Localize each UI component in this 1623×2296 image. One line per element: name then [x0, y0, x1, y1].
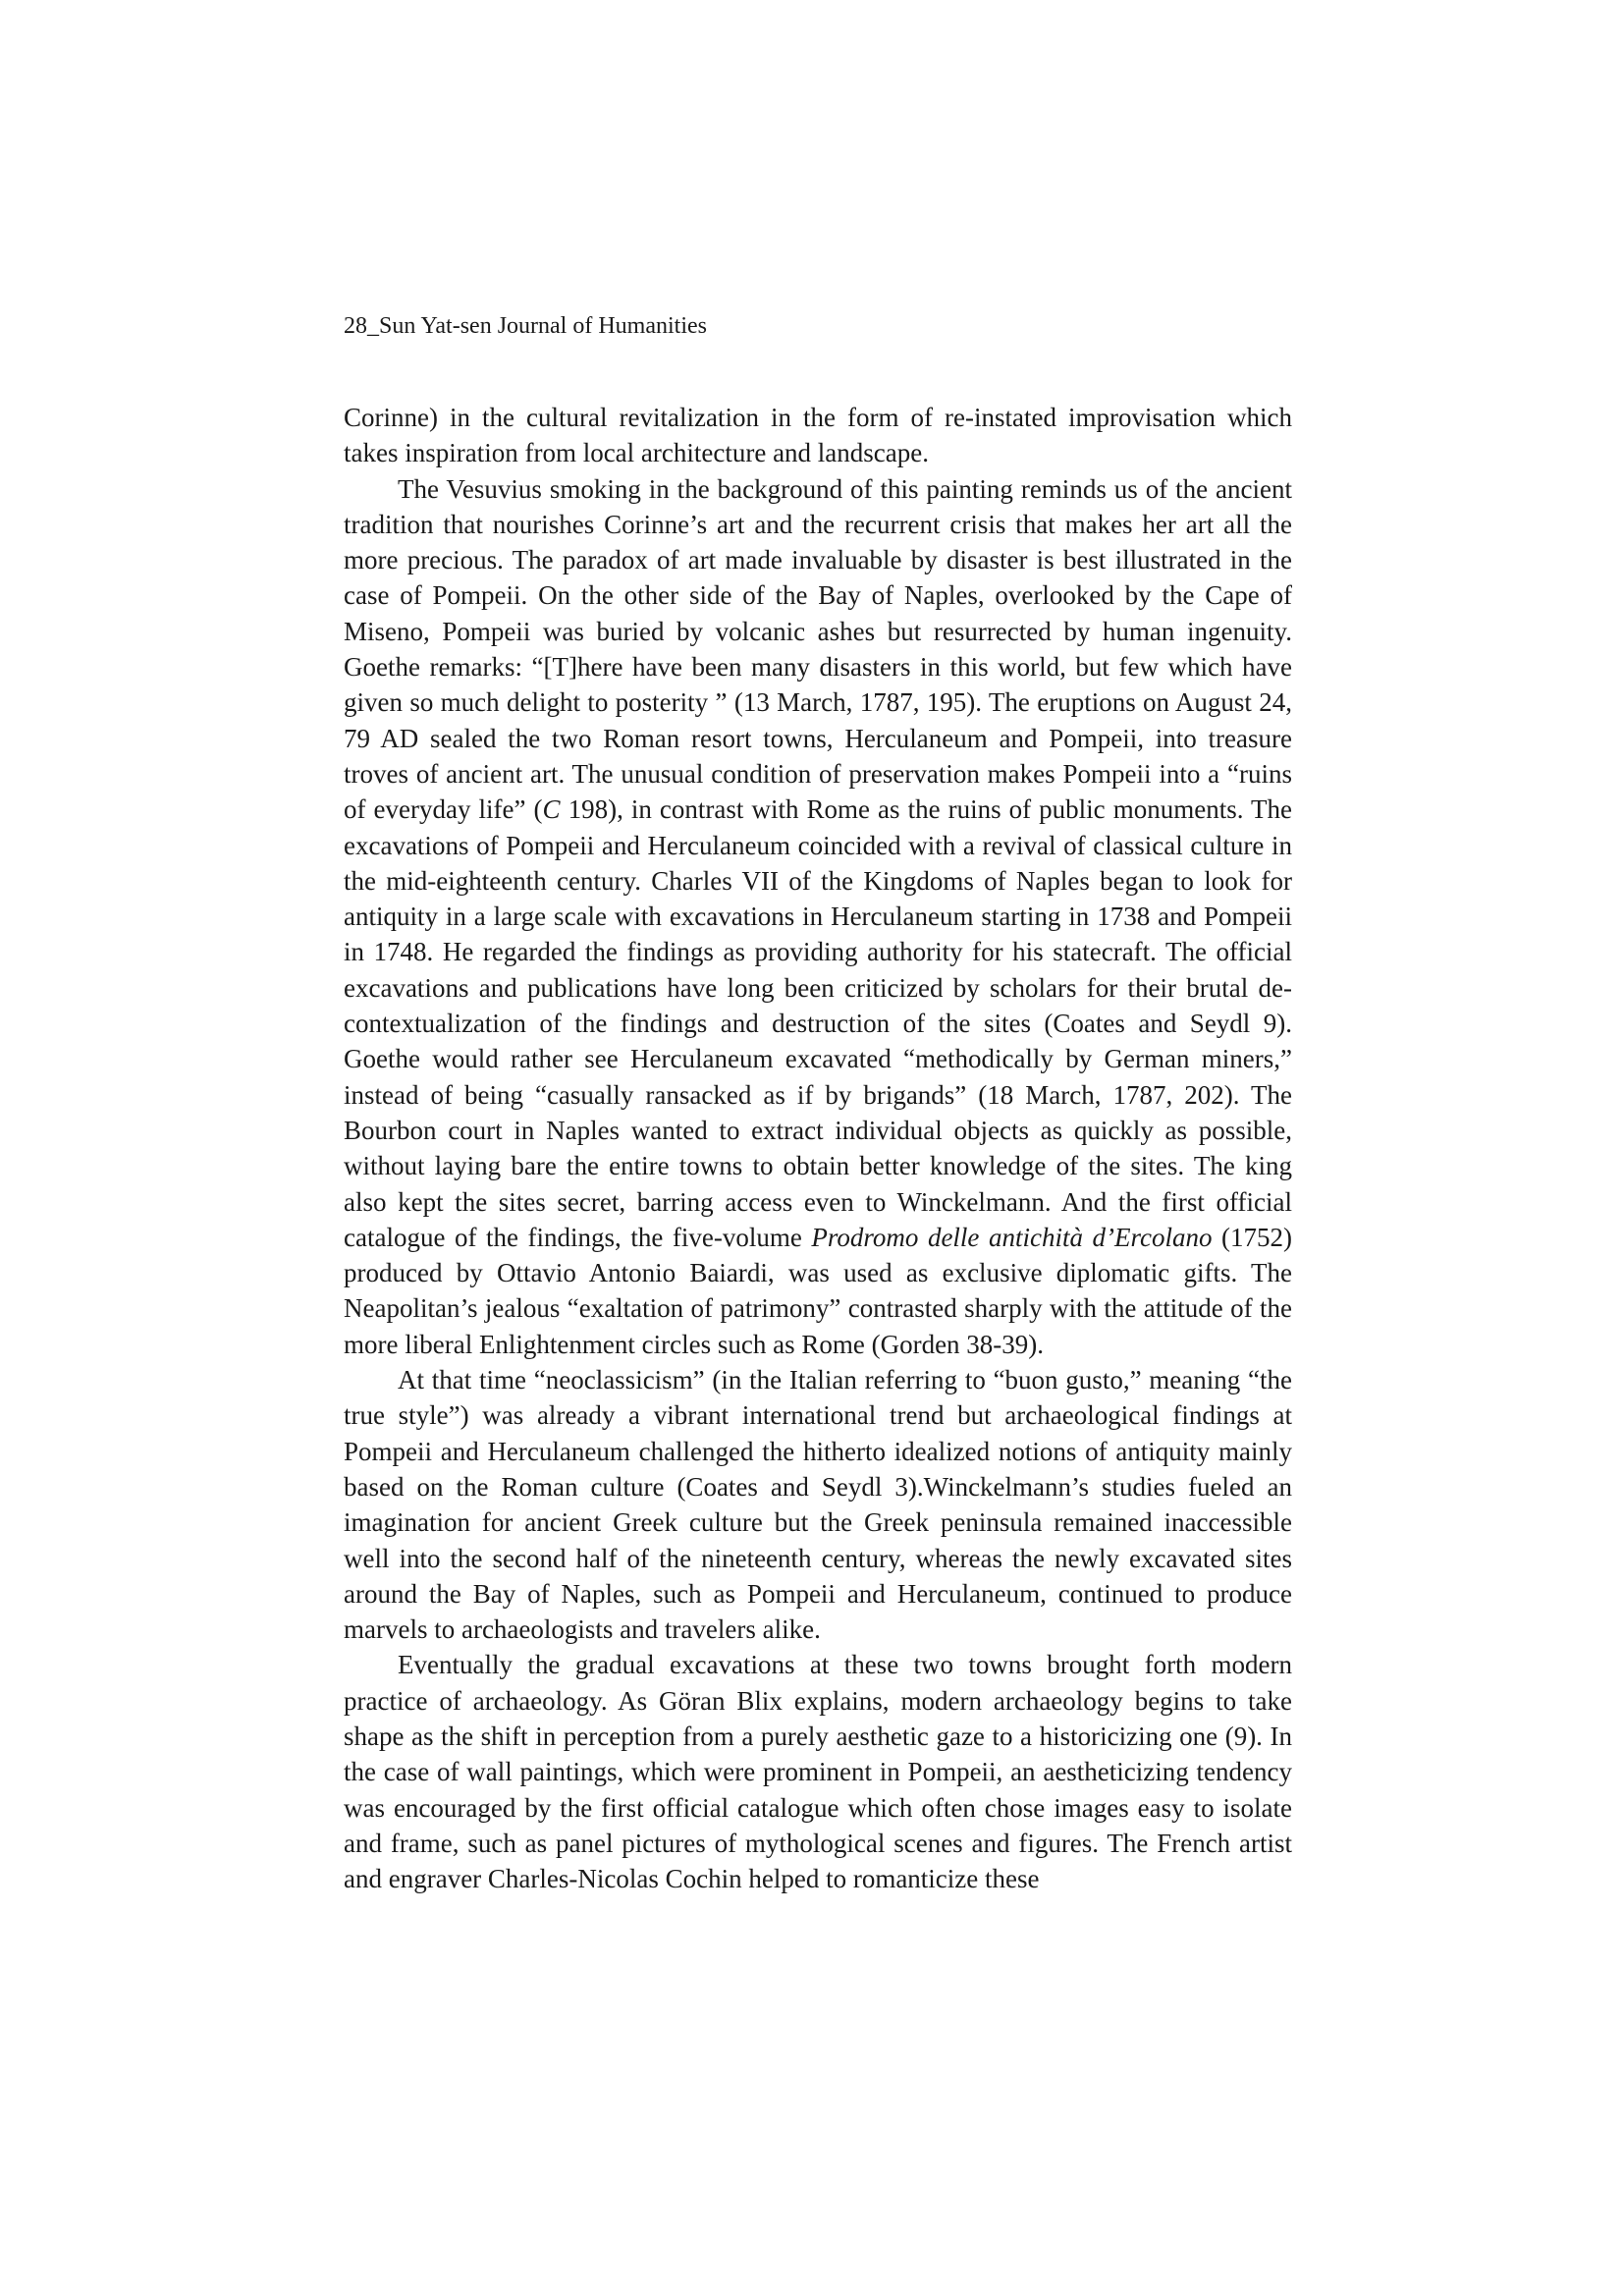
text-segment: The Vesuvius smoking in the background of this painting reminds us of the ancient tradition that nourishes Corinne’s art and the recurrent crisis that makes her art all the more precious. The paradox of art made invaluable by disaster is best illustrated in the case of Pompeii. On the other side of the Bay of Naples, overlooked by the Cape of Miseno, Pompeii was buried by volcanic ashes but resurrected by human ingenuity. Goethe remarks: “[T]here have been many disasters in this world, but few which have given so much delight to posterity ” (13 March, 1787, 195). The eruptions on August 24, 79 AD sealed the two Roman resort towns, Herculaneum and Pompeii, into treasure troves of ancient art. The unusual condition of preservation makes Pompeii into a “ruins of everyday life” ( — [344, 473, 1292, 825]
running-head: 28_Sun Yat-sen Journal of Humanities — [344, 313, 707, 339]
paragraph — [344, 400, 1292, 471]
text-segment: At that time “neoclassicism” (in the Italian referring to “buon gusto,” meaning “the true style”) was already a vibrant international trend but archaeological findings at Pompeii and Herculaneum challenged the hitherto idealized notions of antiquity mainly based on the Roman culture (Coates and Seydl 3).Winckelmann’s studies fueled an imagination for ancient Greek culture but the Greek peninsula remained inaccessible well into the second half of the nineteenth century, whereas the newly excavated sites around the Bay of Naples, such as Pompeii and Herculaneum, continued to produce marvels to archaeologists and travelers alike. — [344, 1365, 1292, 1645]
paragraph — [344, 1647, 1292, 1896]
body-text — [344, 400, 1292, 1896]
italic-title: Prodromo delle antichità d’Ercolano — [811, 1222, 1213, 1252]
text-segment: Eventually the gradual excavations at these two towns brought forth modern practice of archaeology. As Göran Blix explains, modern archaeology begins to take shape as the shift in perception from a purely aesthetic gaze to a historicizing one (9). In the case of wall paintings, which were prominent in Pompeii, an aestheticizing tendency was encouraged by the first official catalogue which often chose images easy to isolate and frame, such as panel pictures of mythological scenes and figures. The French artist and engraver Charles-Nicolas Cochin helped to romanticize these — [344, 1650, 1292, 1894]
text-segment: (1752) produced by Ottavio Antonio Baiardi, was used as exclusive diplomatic gifts. The Neapolitan’s jealous “exaltation of patrimony” contrasted sharply with the attitude of the more liberal Enlightenment circles such as Rome (Gorden 38-39). — [344, 1222, 1292, 1359]
text-segment: 198), in contrast with Rome as the ruins of public monuments. The excavations of Pompeii and Herculaneum coincided with a revival of classical culture in the mid-eighteenth century. Charles VII of the Kingdoms of Naples began to look for antiquity in a large scale with excavations in Herculaneum starting in 1738 and Pompeii in 1748. He regarded the findings as providing authority for his statecraft. The official excavations and publications have long been criticized by scholars for their brutal de-contextualization of the findings and destruction of the sites (Coates and Seydl 9). Goethe would rather see Herculaneum excavated “methodically by German miners,” instead of being “casually ransacked as if by brigands” (18 March, 1787, 202). The Bourbon court in Naples wanted to extract individual objects as quickly as possible, without laying bare the entire towns to obtain better knowledge of the sites. The king also kept the sites secret, barring access even to Winckelmann. And the first official catalogue of the findings, the five-volume — [344, 794, 1292, 1252]
paragraph — [344, 1362, 1292, 1647]
paragraph — [344, 471, 1292, 1362]
text-segment: Corinne) in the cultural revitalization in the form of re-instated improvisation which takes inspiration from local architecture and landscape. — [344, 403, 1292, 468]
italic-abbreviation: C — [542, 794, 561, 825]
